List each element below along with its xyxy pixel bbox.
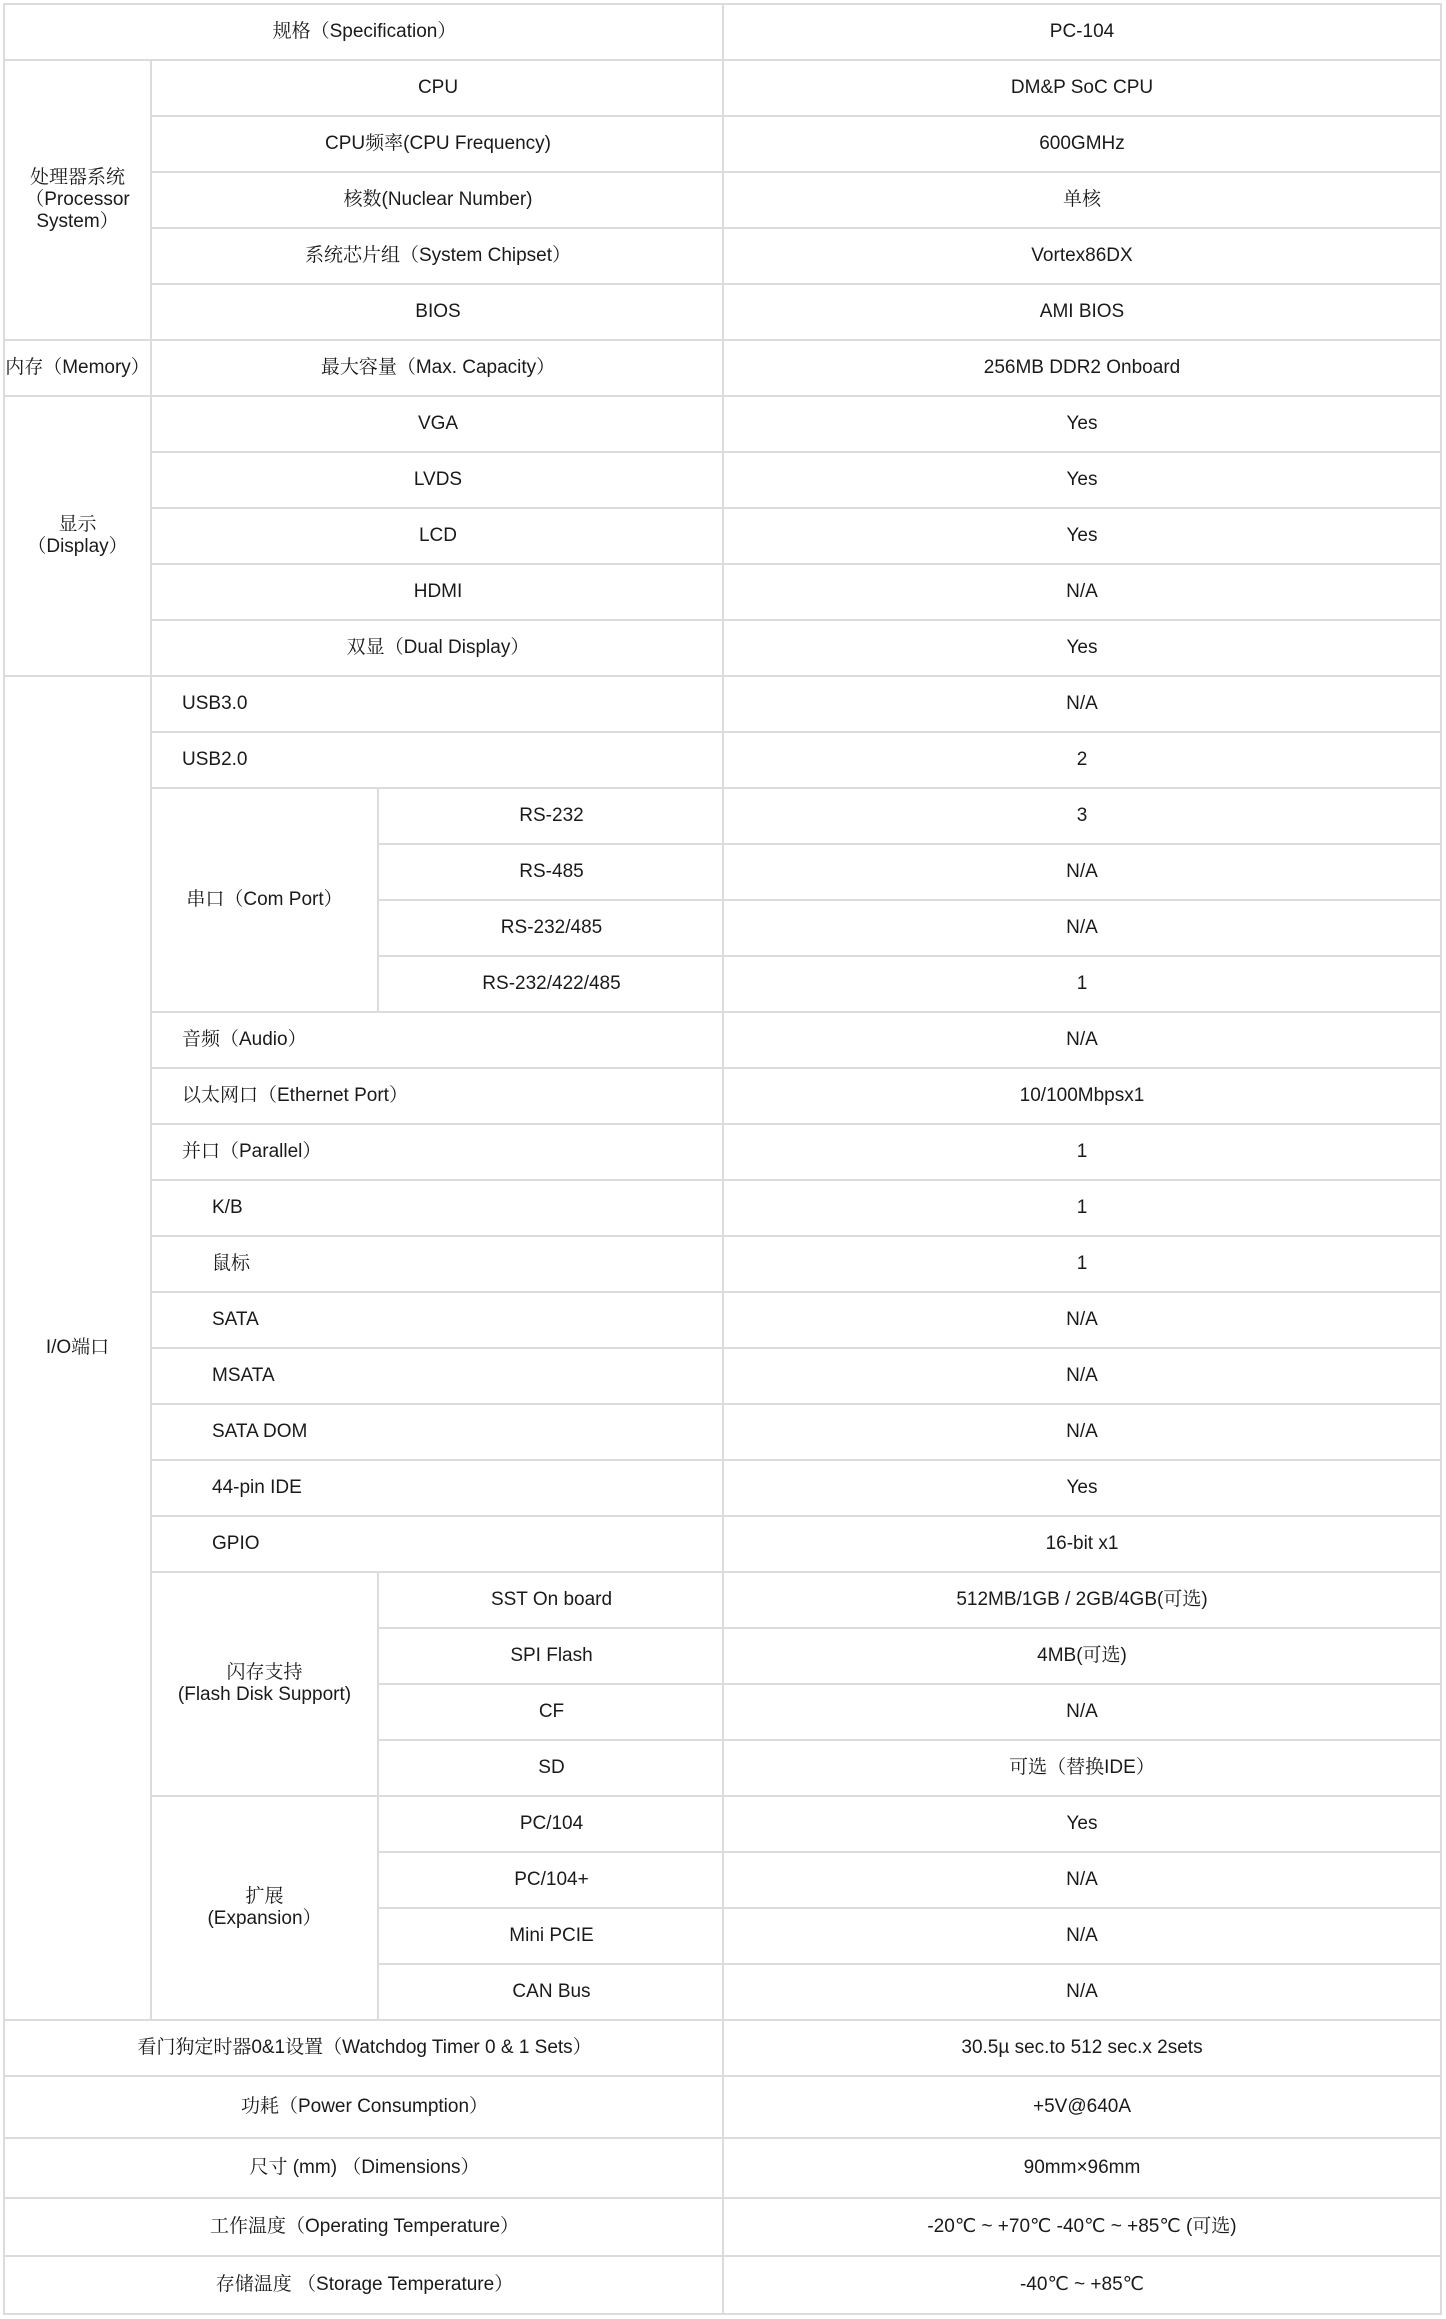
can-bus-label: CAN Bus [377,1963,726,2021]
sd-label: SD [377,1739,726,1797]
dual-display-value: Yes [722,619,1442,677]
parallel-label: 并口（Parallel） [150,1123,726,1181]
ide-label: 44-pin IDE [150,1459,726,1517]
lvds-label: LVDS [150,451,726,509]
sst-onboard-label: SST On board [377,1571,726,1629]
mouse-label: 鼠标 [150,1235,726,1293]
vga-value: Yes [722,395,1442,453]
watchdog-value: 30.5µ sec.to 512 sec.x 2sets [722,2019,1442,2077]
display-group-label: 显示 （Display） [3,395,152,677]
msata-value: N/A [722,1347,1442,1405]
memory-group-label: 内存（Memory） [3,339,152,397]
pc104-label: PC/104 [377,1795,726,1853]
cpu-frequency-value: 600GMHz [722,115,1442,173]
usb3-value: N/A [722,675,1442,733]
com-port-group-label: 串口（Com Port） [150,787,379,1013]
mini-pcie-label: Mini PCIE [377,1907,726,1965]
cf-label: CF [377,1683,726,1741]
audio-label: 音频（Audio） [150,1011,726,1069]
watchdog-label: 看门狗定时器0&1设置（Watchdog Timer 0 & 1 Sets） [3,2019,726,2077]
chipset-label: 系统芯片组（System Chipset） [150,227,726,285]
bios-value: AMI BIOS [722,283,1442,341]
dimensions-value: 90mm×96mm [722,2137,1442,2199]
mouse-value: 1 [722,1235,1442,1293]
spec-header-value: PC-104 [722,3,1442,61]
operating-temperature-value: -20℃ ~ +70℃ -40℃ ~ +85℃ (可选) [722,2197,1442,2257]
rs232-485-label: RS-232/485 [377,899,726,957]
core-count-value: 单核 [722,171,1442,229]
gpio-value: 16-bit x1 [722,1515,1442,1573]
mini-pcie-value: N/A [722,1907,1442,1965]
io-group-label: I/O端口 [3,675,152,2021]
lcd-value: Yes [722,507,1442,565]
flash-group-label: 闪存支持 (Flash Disk Support) [150,1571,379,1797]
sata-label: SATA [150,1291,726,1349]
spi-flash-value: 4MB(可选) [722,1627,1442,1685]
power-value: +5V@640A [722,2075,1442,2139]
rs485-value: N/A [722,843,1442,901]
ide-value: Yes [722,1459,1442,1517]
rs232-485-value: N/A [722,899,1442,957]
kb-label: K/B [150,1179,726,1237]
can-bus-value: N/A [722,1963,1442,2021]
spi-flash-label: SPI Flash [377,1627,726,1685]
msata-label: MSATA [150,1347,726,1405]
sata-dom-value: N/A [722,1403,1442,1461]
power-label: 功耗（Power Consumption） [3,2075,726,2139]
expansion-group-label: 扩展 (Expansion） [150,1795,379,2021]
lvds-value: Yes [722,451,1442,509]
storage-temperature-label: 存储温度 （Storage Temperature） [3,2255,726,2315]
usb2-value: 2 [722,731,1442,789]
lcd-label: LCD [150,507,726,565]
cpu-value: DM&P SoC CPU [722,59,1442,117]
rs485-label: RS-485 [377,843,726,901]
rs232-label: RS-232 [377,787,726,845]
usb2-label: USB2.0 [150,731,726,789]
dimensions-label: 尺寸 (mm) （Dimensions） [3,2137,726,2199]
sata-value: N/A [722,1291,1442,1349]
usb3-label: USB3.0 [150,675,726,733]
operating-temperature-label: 工作温度（Operating Temperature） [3,2197,726,2257]
sata-dom-label: SATA DOM [150,1403,726,1461]
hdmi-value: N/A [722,563,1442,621]
rs232-value: 3 [722,787,1442,845]
cpu-label: CPU [150,59,726,117]
kb-value: 1 [722,1179,1442,1237]
sd-value: 可选（替换IDE） [722,1739,1442,1797]
gpio-label: GPIO [150,1515,726,1573]
max-capacity-label: 最大容量（Max. Capacity） [150,339,726,397]
processor-group-label: 处理器系统 （Processor System） [3,59,152,341]
vga-label: VGA [150,395,726,453]
cf-value: N/A [722,1683,1442,1741]
pc104-value: Yes [722,1795,1442,1853]
max-capacity-value: 256MB DDR2 Onboard [722,339,1442,397]
parallel-value: 1 [722,1123,1442,1181]
rs232-422-485-value: 1 [722,955,1442,1013]
pc104plus-value: N/A [722,1851,1442,1909]
dual-display-label: 双显（Dual Display） [150,619,726,677]
core-count-label: 核数(Nuclear Number) [150,171,726,229]
cpu-frequency-label: CPU频率(CPU Frequency) [150,115,726,173]
ethernet-value: 10/100Mbpsx1 [722,1067,1442,1125]
ethernet-label: 以太网口（Ethernet Port） [150,1067,726,1125]
chipset-value: Vortex86DX [722,227,1442,285]
pc104plus-label: PC/104+ [377,1851,726,1909]
bios-label: BIOS [150,283,726,341]
hdmi-label: HDMI [150,563,726,621]
storage-temperature-value: -40℃ ~ +85℃ [722,2255,1442,2315]
sst-onboard-value: 512MB/1GB / 2GB/4GB(可选) [722,1571,1442,1629]
rs232-422-485-label: RS-232/422/485 [377,955,726,1013]
audio-value: N/A [722,1011,1442,1069]
spec-header-label: 规格（Specification） [3,3,726,61]
